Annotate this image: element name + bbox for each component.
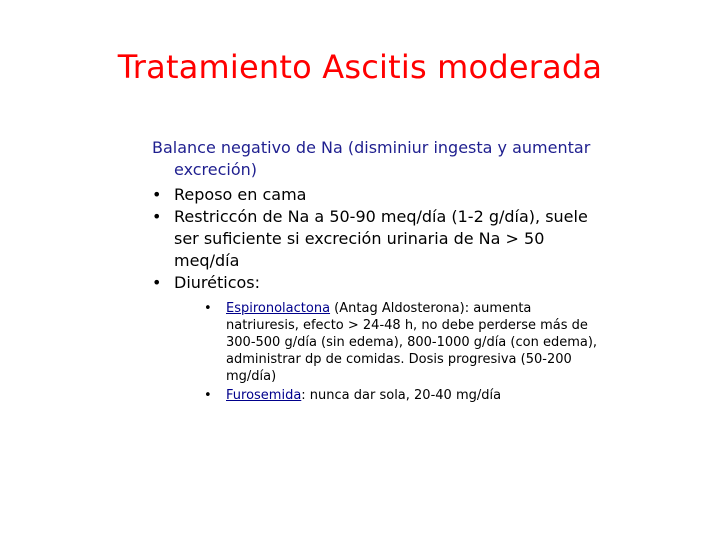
sub-bullet-text: (Antag Aldosterona): aumenta natriuresis, efecto > 24-48 h, no debe perderse más de 300-500 g/día (sin edema), 800-1000 g/día (con edema), administrar dp de comidas. Dosis progresiva (50-200 mg/día) (226, 301, 598, 384)
intro-text: Balance negativo de Na (disminiur ingesta y aumentar excreción) (152, 138, 591, 179)
bullet-item-diureticos (152, 272, 612, 404)
bullet-text: Reposo en cama (174, 185, 307, 204)
drug-name-furosemida: Furosemida (226, 388, 302, 403)
bullet-text: Restriccón de Na a 50-90 meq/día (1-2 g/día), suele ser suficiente si excreción urinaria de Na > 50 meq/día (174, 207, 588, 270)
sub-bullet-furosemida (204, 387, 604, 404)
sub-bullet-list (174, 300, 604, 404)
bullet-text: Diuréticos: (174, 273, 261, 292)
bullet-icon: • (152, 273, 162, 292)
bullet-icon: • (204, 301, 212, 316)
drug-name-espironolactona: Espironolactona (226, 301, 331, 316)
sub-bullet-espironolactona (204, 300, 604, 385)
slide-title: Tratamiento Ascitis moderada (117, 48, 603, 86)
bullet-item-restriccion (152, 206, 612, 272)
slide-body (152, 137, 612, 406)
sub-bullet-text: : nunca dar sola, 20-40 mg/día (301, 388, 502, 403)
bullet-icon: • (152, 185, 162, 204)
bullet-list (152, 184, 612, 404)
bullet-item-reposo (152, 184, 612, 206)
bullet-icon: • (204, 388, 212, 403)
bullet-icon: • (152, 207, 162, 226)
